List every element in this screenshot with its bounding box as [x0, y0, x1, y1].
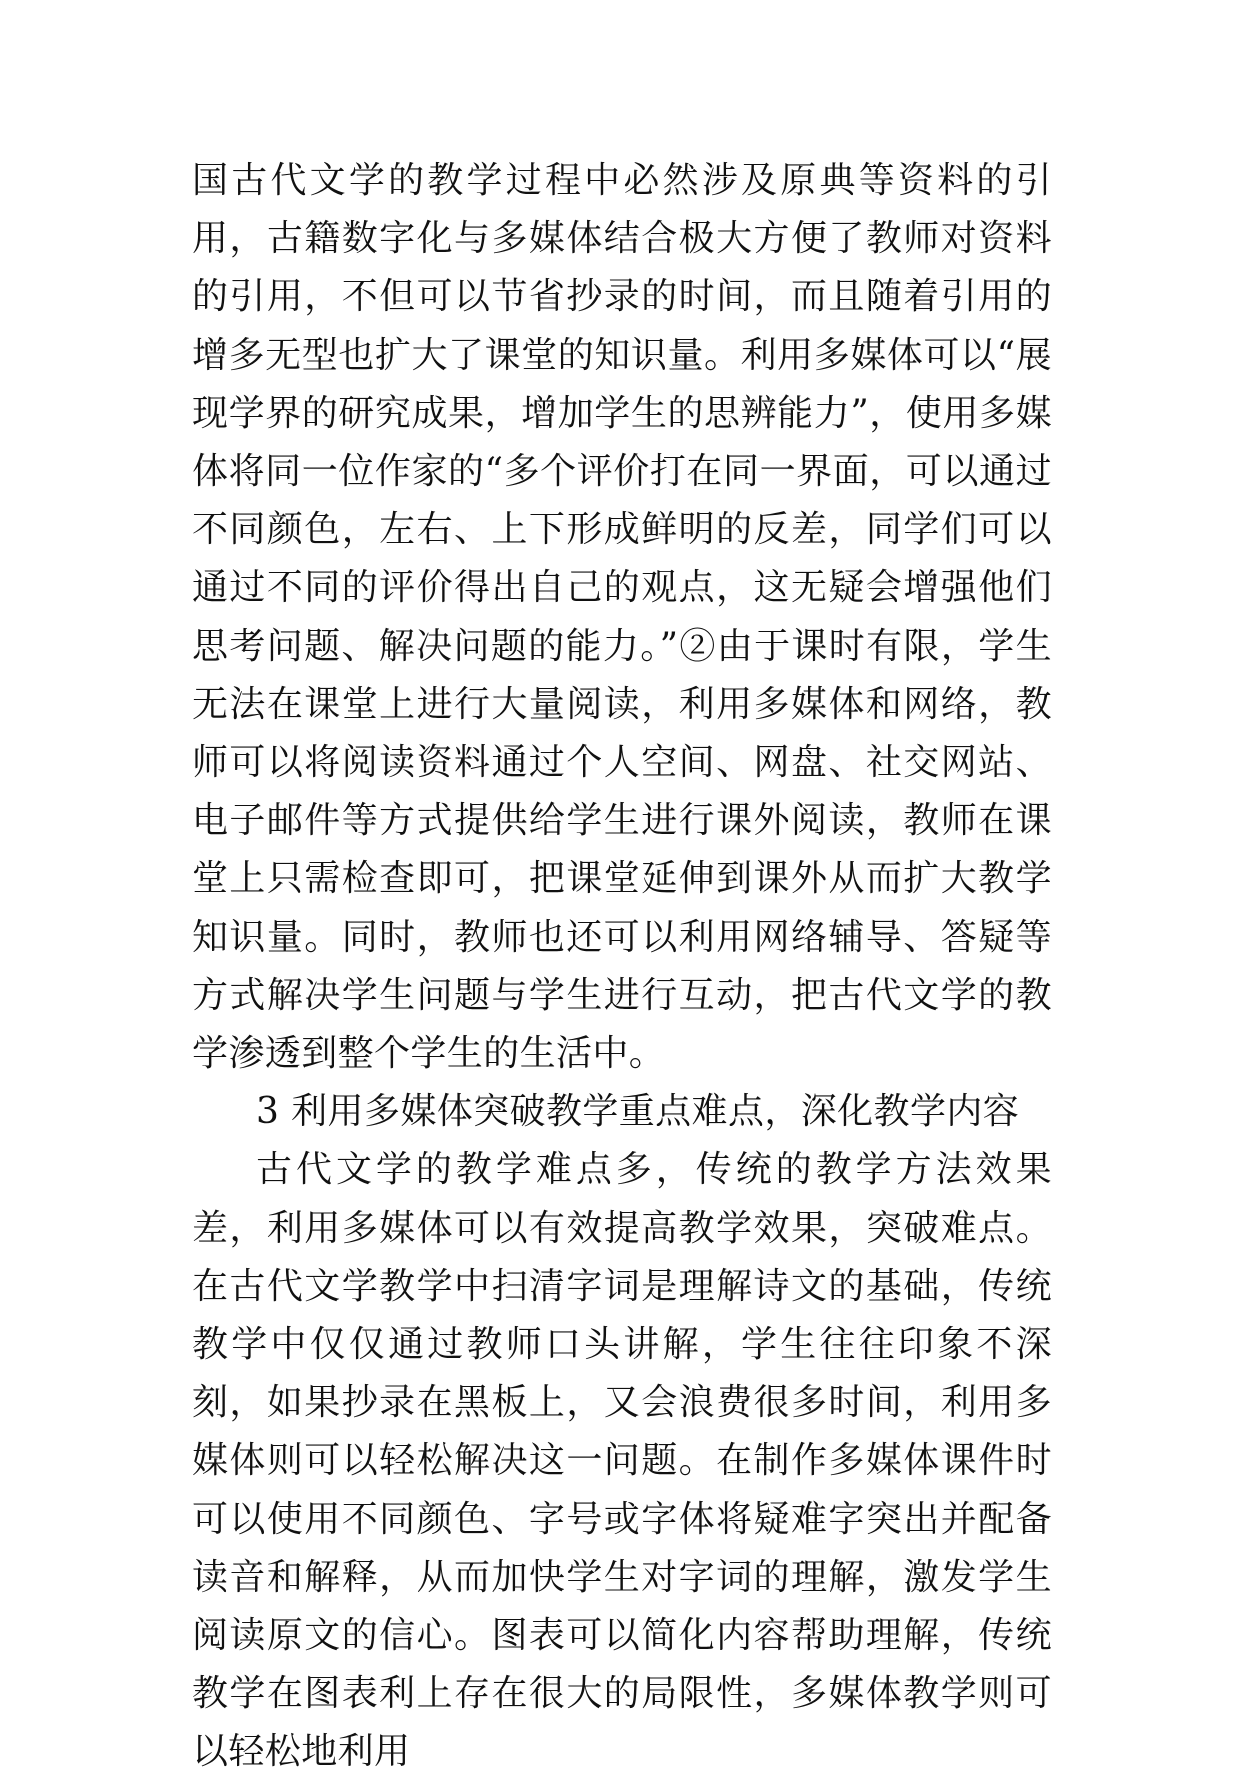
paragraph-body: 古代文学的教学难点多，传统的教学方法效果差，利用多媒体可以有效提高教学效果，突破难点。在古代文学教学中扫清字词是理解诗文的基础，传统教学中仅仅通过教师口头讲解，学生往往印象不深刻，如果抄录在黑板上，又会浪费很多时间，利用多媒体则可以轻松解决这一问题。在制作多媒体课件时可以使用不同颜色、字号或字体将疑难字突出并配备读音和解释，从而加快学生对字词的理解，激发学生阅读原文的信心。图表可以简化内容帮助理解，传统教学在图表利上存在很大的局限性，多媒体教学则可以轻松地利用	[192, 1149, 1052, 1773]
paragraph-continuation: 国古代文学的教学过程中必然涉及原典等资料的引用，古籍数字化与多媒体结合极大方便了教师对资料的引用，不但可以节省抄录的时间，而且随着引用的增多无型也扩大了课堂的知识量。利用多媒体可以“展现学界的研究成果，增加学生的思辨能力”，使用多媒体将同一位作家的“多个评价打在同一界面，可以通过不同颜色，左右、上下形成鲜明的反差，同学们可以通过不同的评价得出自己的观点，这无疑会增强他们思考问题、解决问题的能力。”②由于课时有限，学生无法在课堂上进行大量阅读，利用多媒体和网络，教师可以将阅读资料通过个人空间、网盘、社交网站、电子邮件等方式提供给学生进行课外阅读，教师在课堂上只需检查即可，把课堂延伸到课外从而扩大教学知识量。同时，教师也还可以利用网络辅导、答疑等方式解决学生问题与学生进行互动，把古代文学的教学渗透到整个学生的生活中。	[192, 160, 1052, 1075]
document-body	[192, 152, 1052, 1782]
section-heading: 3 利用多媒体突破教学重点难点，深化教学内容	[256, 1091, 1020, 1133]
